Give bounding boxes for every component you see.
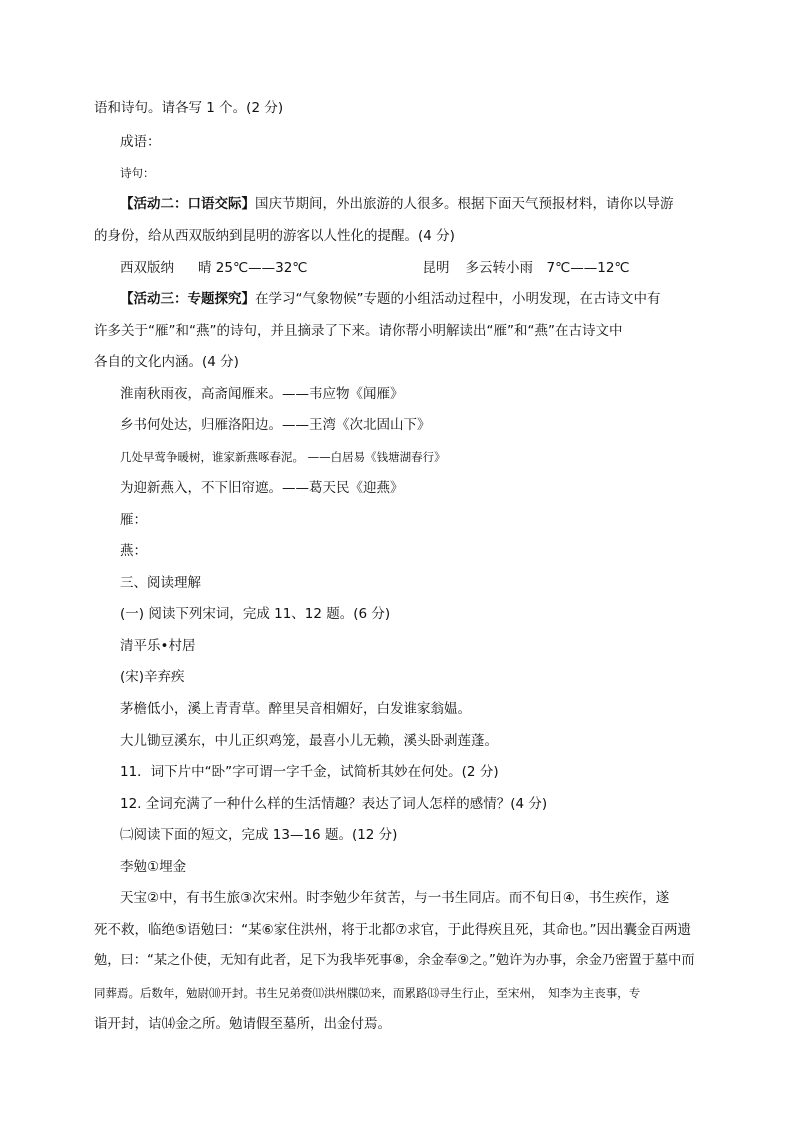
activity-2-text: 国庆节期间，外出旅游的人很多。根据下面天气预报材料，请你以导游 [255, 196, 674, 212]
ci-line: 茅檐低小，溪上青青草。醉里吴音相媚好，白发谁家翁媪。 [120, 701, 471, 717]
weather-city: 西双版纳 [120, 260, 174, 276]
ci-title: 清平乐•村居 [120, 638, 196, 654]
poem-line: 乡书何处达，归雁洛阳边。——王湾《次北固山下》 [120, 417, 431, 433]
text-line-verse: 诗句： [120, 166, 155, 180]
activity-3-line [120, 289, 680, 309]
weather-city: 昆明 [422, 260, 450, 276]
weather-line [120, 258, 680, 278]
question-11: 11．词下片中“卧”字可谓一字千金，试简析其妙在何处。(2 分) [120, 764, 499, 780]
weather-detail: 晴 25℃——32℃ [198, 260, 308, 276]
activity-3-tag: 【活动三：专题探究】 [120, 291, 255, 307]
essay-line: 勉，曰：“某之仆使，无知有此者，足下为我毕死事⑧，余金奉⑨之。”勉许为办事，余金乃密置于墓中而 [94, 953, 695, 968]
part-heading: (一) 阅读下列宋词，完成 11、12 题。(6 分) [120, 606, 391, 622]
text-line: 各自的文化内涵。(4 分) [94, 354, 239, 370]
ci-author: (宋)辛弃疾 [120, 669, 185, 685]
section-heading: 三、阅读理解 [120, 575, 201, 591]
activity-2-line [120, 194, 680, 214]
text-line: 的身份，给从西双版纳到昆明的游客以人性化的提醒。(4 分) [94, 228, 455, 244]
poem-line: 为迎新燕入，不下旧帘遮。——葛天民《迎燕》 [120, 480, 404, 496]
essay-line: 同葬焉。后数年，勉尉⑽开封。书生兄弟赍⑾洪州牒⑿来，而累路⒀寻生行止，至宋州， 知李为主丧事，专 [94, 986, 641, 1000]
essay-line: 诣开封，诘⒁金之所。勉请假至墓所，出金付焉。 [94, 1016, 391, 1032]
text-line: 许多关于“雁”和“燕”的诗句，并且摘录了下来。请你帮小明解读出“雁”和“燕”在古诗文中 [94, 323, 623, 339]
activity-2-tag: 【活动二：口语交际】 [120, 196, 255, 212]
activity-3-text: 在学习“气象物候”专题的小组活动过程中，小明发现，在古诗文中有 [255, 291, 661, 307]
poem-line: 几处早莺争暖树，谁家新燕啄春泥。 ——白居易《钱塘湖春行》 [120, 450, 446, 464]
text-line: 语和诗句。请各写 1 个。(2 分) [94, 100, 284, 116]
question-12: 12. 全词充满了一种什么样的生活情趣？表达了词人怎样的感情？(4 分) [120, 796, 548, 812]
essay-line: 死不救，临绝⑤语勉曰：“某⑥家住洪州，将于北都⑦求官，于此得疾且死，其命也。”因出囊金百两遗 [94, 922, 692, 938]
poem-line: 淮南秋雨夜，高斋闻雁来。——韦应物《闻雁》 [120, 386, 404, 402]
text-line-idiom: 成语： [120, 134, 161, 150]
answer-label-swallow: 燕： [120, 543, 147, 559]
weather-detail: 多云转小雨 7℃——12℃ [465, 260, 630, 276]
essay-line: 天宝②中，有书生旅③次宋州。时李勉少年贫苦，与一书生同店。而不旬日④，书生疾作，遂 [120, 890, 670, 906]
essay-title: 李勉①埋金 [120, 859, 187, 875]
ci-line: 大儿锄豆溪东，中儿正织鸡笼，最喜小儿无赖，溪头卧剥莲蓬。 [120, 733, 498, 749]
part-heading: ㈡阅读下面的短文，完成 13—16 题。(12 分) [120, 827, 398, 843]
answer-label-yan: 雁： [120, 512, 147, 528]
